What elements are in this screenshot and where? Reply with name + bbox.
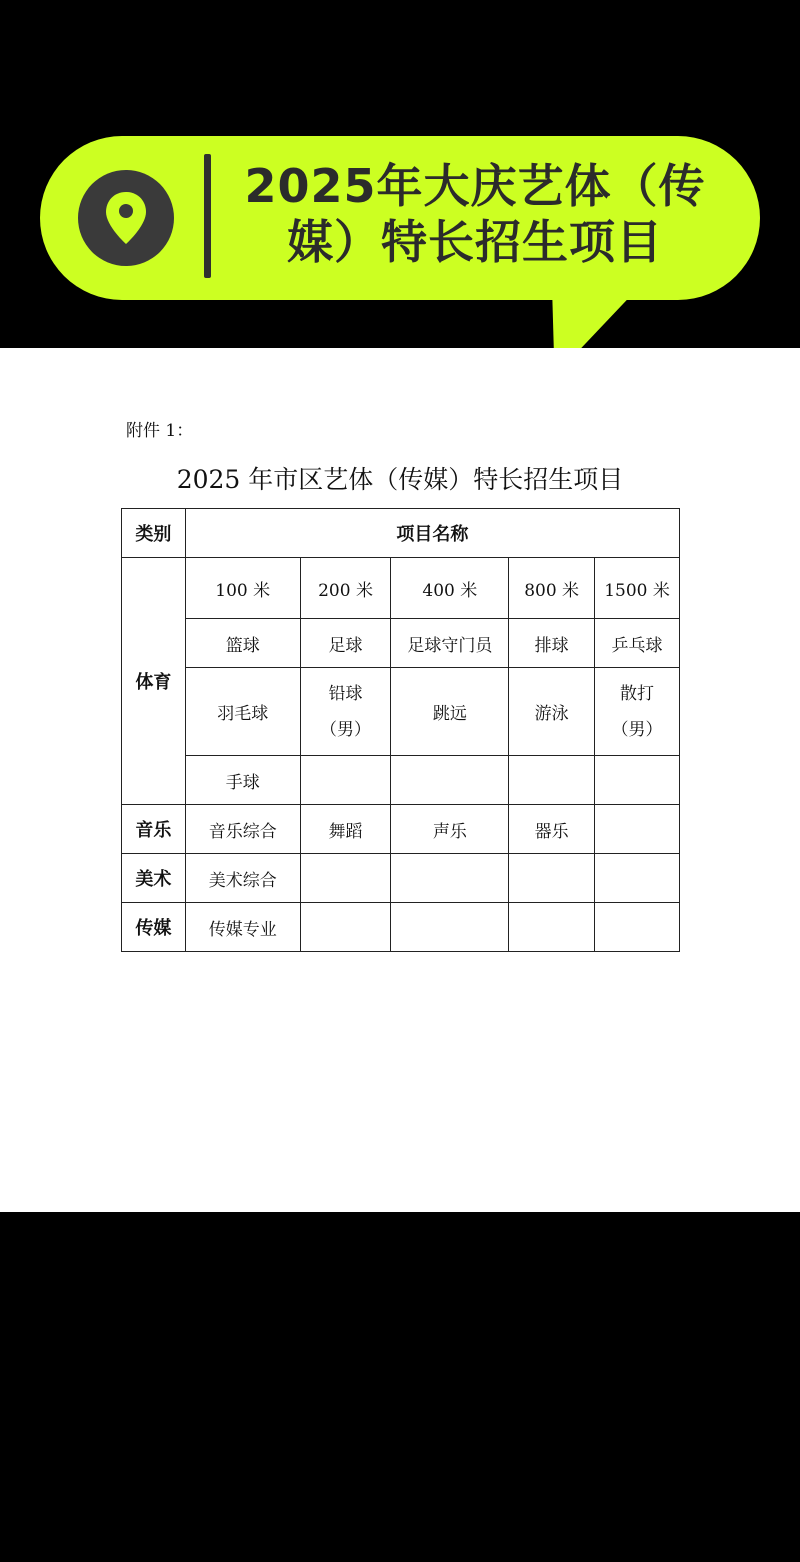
table-cell: 800 米: [509, 558, 595, 619]
header-items: 项目名称: [185, 509, 679, 558]
table-row: [122, 558, 680, 619]
cell-line: （男）: [611, 719, 663, 740]
table-cell: 400 米: [391, 558, 509, 619]
table-cell: [595, 668, 680, 756]
table-cell: 1500 米: [595, 558, 680, 619]
cell-line: （男）: [320, 719, 372, 740]
category-media: 传媒: [122, 903, 186, 952]
table-cell: 羽毛球: [185, 668, 300, 756]
document-page: [0, 348, 800, 1212]
table-cell: [595, 756, 680, 805]
banner-title: [225, 158, 725, 270]
table-cell: 100 米: [185, 558, 300, 619]
banner-divider: [204, 154, 211, 278]
table-cell: [595, 805, 680, 854]
table-cell: 游泳: [509, 668, 595, 756]
cell-line: 散打: [620, 683, 655, 704]
table-cell: 音乐综合: [185, 805, 300, 854]
cell-line: 铅球: [328, 683, 363, 704]
table-cell: 声乐: [391, 805, 509, 854]
table-cell: [391, 756, 509, 805]
category-music: 音乐: [122, 805, 186, 854]
table-row: [122, 619, 680, 668]
table-cell: 排球: [509, 619, 595, 668]
location-pin-icon: [78, 170, 174, 266]
table-cell: [300, 854, 391, 903]
table-cell: 篮球: [185, 619, 300, 668]
table-cell: [391, 854, 509, 903]
category-sports: 体育: [122, 558, 186, 805]
table-cell: [300, 668, 391, 756]
table-row: [122, 903, 680, 952]
table-cell: 器乐: [509, 805, 595, 854]
banner-title-line1: 2025年大庆艺体（传: [244, 159, 706, 213]
table-cell: [595, 903, 680, 952]
table-cell: [509, 854, 595, 903]
title-banner: [40, 136, 760, 366]
items-table: [121, 508, 680, 952]
table-cell: [595, 854, 680, 903]
table-cell: [300, 756, 391, 805]
banner-title-line2: 媒）特长招生项目: [287, 215, 663, 269]
table-cell: 手球: [185, 756, 300, 805]
category-art: 美术: [122, 854, 186, 903]
table-cell: [509, 756, 595, 805]
table-cell: 足球守门员: [391, 619, 509, 668]
table-cell: 美术综合: [185, 854, 300, 903]
table-cell: 足球: [300, 619, 391, 668]
table-cell: [509, 903, 595, 952]
attachment-label: 附件 1：: [126, 421, 194, 441]
table-cell: 舞蹈: [300, 805, 391, 854]
table-cell: 传媒专业: [185, 903, 300, 952]
document-title: 2025 年市区艺体（传媒）特长招生项目: [176, 465, 624, 494]
table-cell: 乒乓球: [595, 619, 680, 668]
table-row: [122, 854, 680, 903]
table-cell: [391, 903, 509, 952]
table-row: [122, 805, 680, 854]
table-cell: [300, 903, 391, 952]
header-category: 类别: [122, 509, 186, 558]
table-row: [122, 668, 680, 756]
table-cell: 200 米: [300, 558, 391, 619]
table-row: [122, 756, 680, 805]
table-header-row: [122, 509, 680, 558]
table-cell: 跳远: [391, 668, 509, 756]
